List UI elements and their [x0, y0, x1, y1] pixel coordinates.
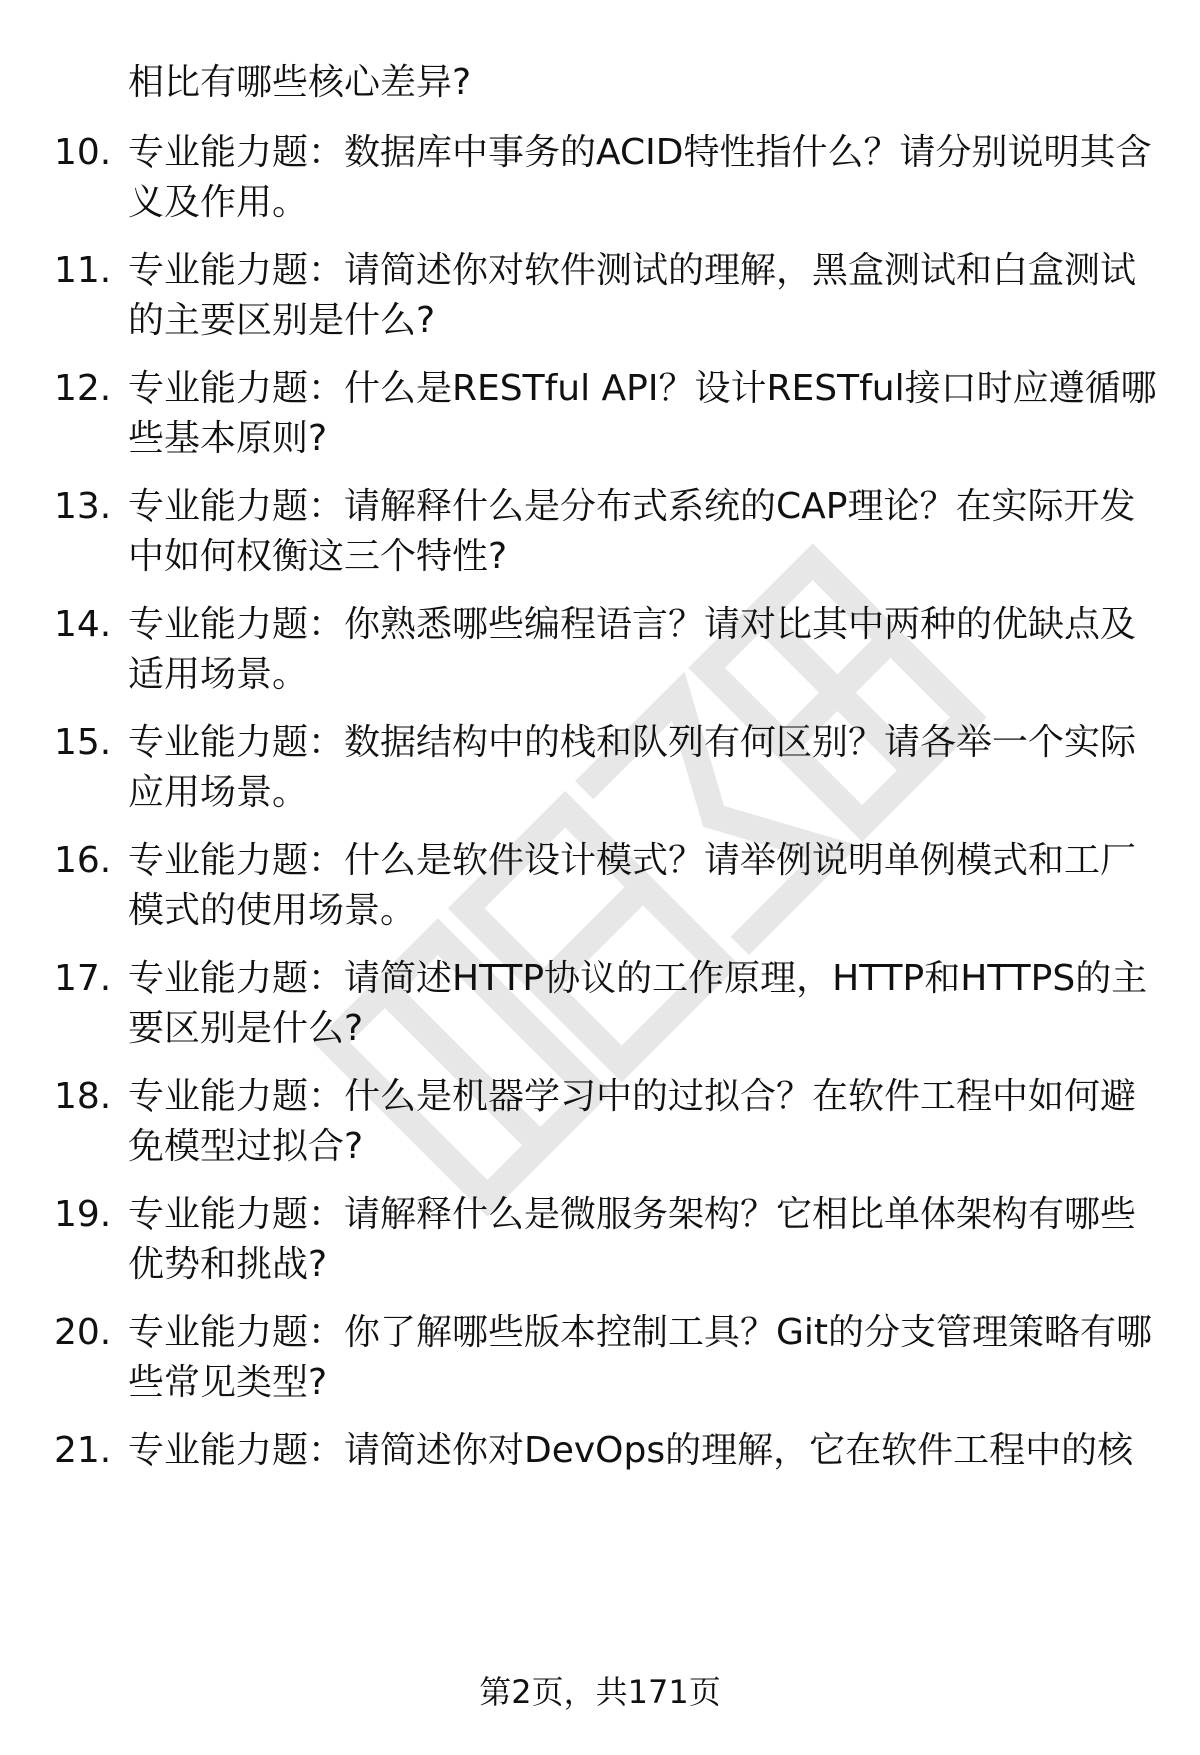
question-item-15	[0, 718, 1200, 818]
question-number: 20.	[54, 1312, 112, 1353]
question-item-11	[0, 246, 1200, 346]
question-text-line-1: 专业能力题：请简述你对软件测试的理解，黑盒测试和白盒测试	[128, 250, 1137, 291]
question-item-13	[0, 482, 1200, 582]
question-text-line-1: 专业能力题：什么是机器学习中的过拟合？在软件工程中如何避	[128, 1076, 1137, 1117]
question-text-line-2: 些常见类型?	[128, 1362, 328, 1403]
question-text-line-2: 应用场景。	[128, 772, 309, 813]
question-item-16	[0, 836, 1200, 936]
question-item-14	[0, 600, 1200, 700]
question-number: 13.	[54, 486, 112, 527]
question-item-17	[0, 954, 1200, 1054]
question-item-18	[0, 1072, 1200, 1172]
question-text-line-2: 中如何权衡这三个特性?	[128, 536, 508, 577]
question-number: 12.	[54, 368, 112, 409]
question-text-line-1: 专业能力题：什么是RESTful API？设计RESTful接口时应遵循哪	[128, 368, 1157, 409]
question-text-line-2: 要区别是什么?	[128, 1008, 364, 1049]
question-text-line-1: 专业能力题：请解释什么是微服务架构？它相比单体架构有哪些	[128, 1194, 1137, 1235]
continuation-line: 相比有哪些核心差异?	[128, 62, 472, 103]
question-item-12	[0, 364, 1200, 464]
question-number: 19.	[54, 1194, 112, 1235]
question-text-line-2: 义及作用。	[128, 182, 309, 223]
question-text-line-2: 适用场景。	[128, 654, 309, 695]
question-item-20	[0, 1308, 1200, 1408]
question-number: 16.	[54, 840, 112, 881]
question-text-line-2: 模式的使用场景。	[128, 890, 417, 931]
question-text-line-2: 免模型过拟合?	[128, 1126, 364, 1167]
question-number: 21.	[54, 1430, 112, 1471]
question-text-line-1: 专业能力题：数据结构中的栈和队列有何区别？请各举一个实际	[128, 722, 1137, 763]
question-item-10	[0, 128, 1200, 228]
question-number: 14.	[54, 604, 112, 645]
question-number: 15.	[54, 722, 112, 763]
question-text-line-1: 专业能力题：什么是软件设计模式？请举例说明单例模式和工厂	[128, 840, 1137, 881]
page-footer: 第2页，共171页	[479, 1673, 721, 1711]
question-text-line-1: 专业能力题：你熟悉哪些编程语言？请对比其中两种的优缺点及	[128, 604, 1137, 645]
question-text-line-1: 专业能力题：数据库中事务的ACID特性指什么？请分别说明其含	[128, 132, 1152, 173]
question-number: 17.	[54, 958, 112, 999]
question-item-21	[0, 1426, 1200, 1526]
question-text-line-2: 些基本原则?	[128, 418, 328, 459]
question-item-19	[0, 1190, 1200, 1290]
question-text-line-1: 专业能力题：请解释什么是分布式系统的CAP理论？在实际开发	[128, 486, 1136, 527]
question-number: 10.	[54, 132, 112, 173]
question-text-line-2: 的主要区别是什么?	[128, 300, 436, 341]
question-text-line-1: 专业能力题：你了解哪些版本控制工具？Git的分支管理策略有哪	[128, 1312, 1153, 1353]
question-number: 18.	[54, 1076, 112, 1117]
question-text-line-1: 专业能力题：请简述你对DevOps的理解，它在软件工程中的核	[128, 1430, 1134, 1471]
question-text-line-1: 专业能力题：请简述HTTP协议的工作原理，HTTP和HTTPS的主	[128, 958, 1148, 999]
question-text-line-2: 优势和挑战?	[128, 1244, 328, 1285]
question-number: 11.	[54, 250, 112, 291]
